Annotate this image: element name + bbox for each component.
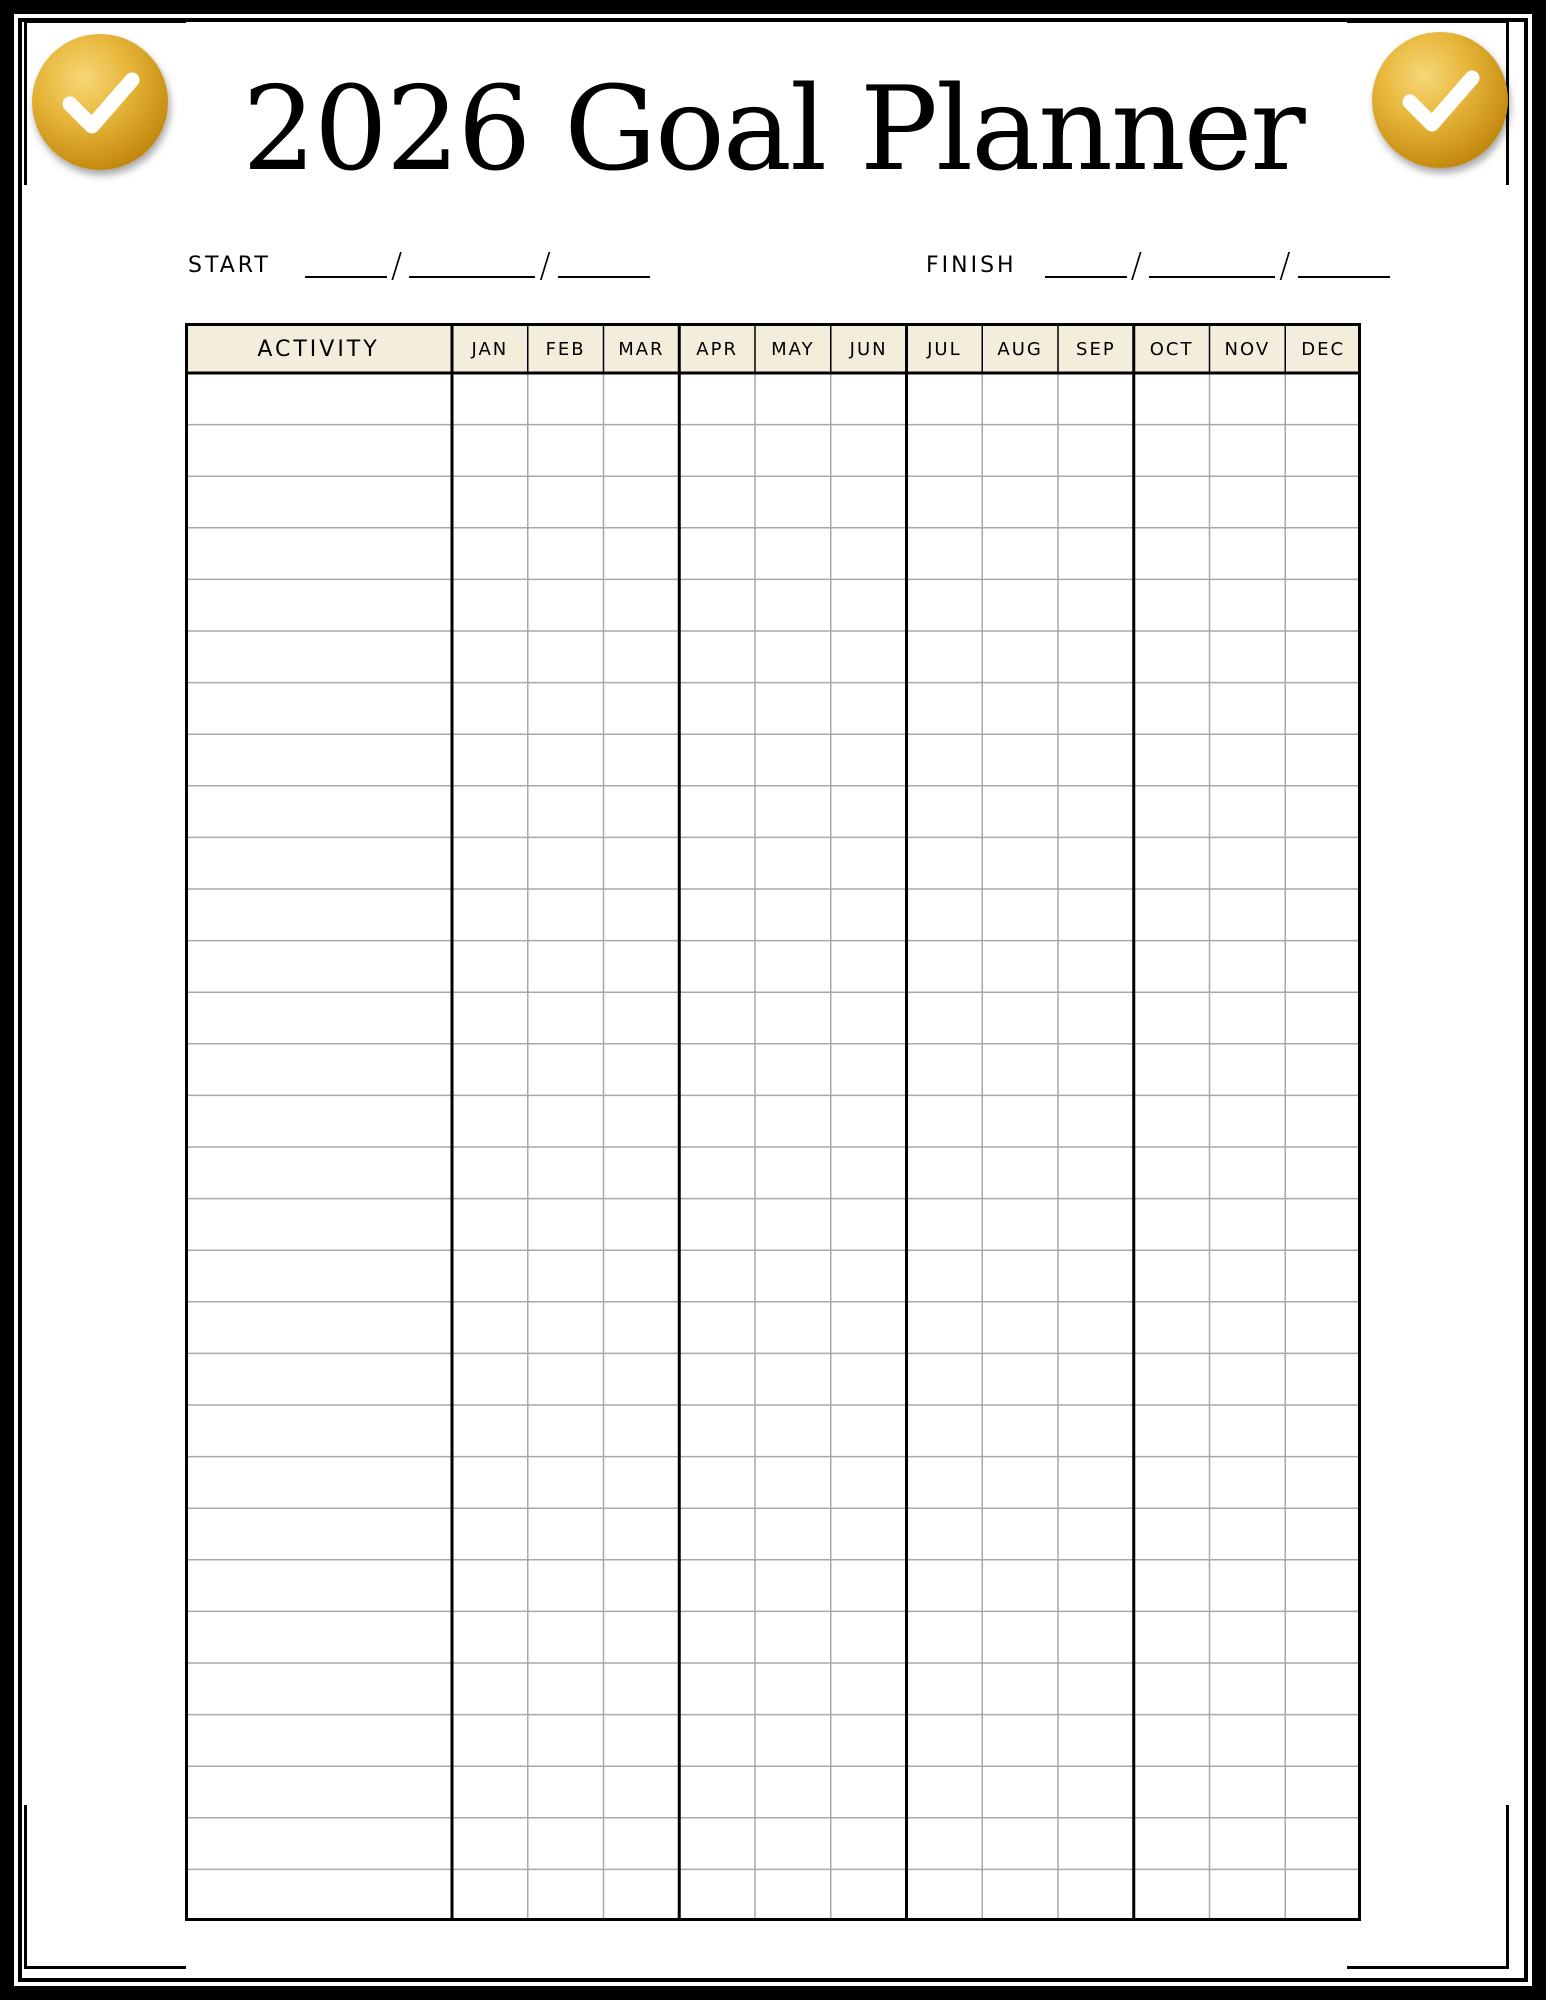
planner-grid (185, 323, 1361, 1921)
corner-ornament-bottom-left-vertical (24, 1805, 27, 1969)
corner-ornament-bottom-left (24, 1966, 186, 1969)
month-header-jan: JAN (471, 339, 509, 360)
date-separator: / (390, 246, 406, 286)
corner-ornament-bottom-right (1347, 1966, 1509, 1969)
month-header-apr: APR (696, 339, 738, 360)
month-header-nov: NOV (1224, 339, 1271, 360)
start-label: START (188, 253, 271, 278)
month-header-jun: JUN (849, 339, 888, 360)
finish-label: FINISH (926, 253, 1017, 278)
month-header-oct: OCT (1149, 339, 1194, 360)
finish-day-field[interactable] (1045, 252, 1127, 278)
corner-ornament-bottom-right-vertical (1506, 1805, 1509, 1969)
date-separator: / (1279, 246, 1294, 286)
corner-ornament-top-left (24, 20, 186, 23)
month-header-may: MAY (771, 339, 815, 360)
start-date-line (188, 246, 650, 286)
month-header-dec: DEC (1301, 339, 1346, 360)
date-separator: / (539, 246, 554, 286)
month-header-aug: AUG (997, 339, 1043, 360)
month-header-sep: SEP (1076, 339, 1116, 360)
month-header-jul: JUL (927, 339, 962, 360)
start-month-field[interactable] (409, 252, 535, 278)
month-header-mar: MAR (618, 339, 665, 360)
finish-month-field[interactable] (1149, 252, 1275, 278)
goal-planner-table (185, 323, 1361, 1921)
page-title: 2026 Goal Planner (242, 62, 1304, 197)
finish-year-field[interactable] (1298, 252, 1390, 278)
date-separator: / (1130, 246, 1146, 286)
finish-date-line (926, 246, 1390, 286)
activity-column-header: ACTIVITY (257, 337, 380, 362)
start-day-field[interactable] (305, 252, 387, 278)
corner-ornament-top-right (1347, 20, 1509, 23)
table-outer-border (187, 325, 1360, 1920)
start-year-field[interactable] (558, 252, 650, 278)
month-header-feb: FEB (545, 339, 586, 360)
